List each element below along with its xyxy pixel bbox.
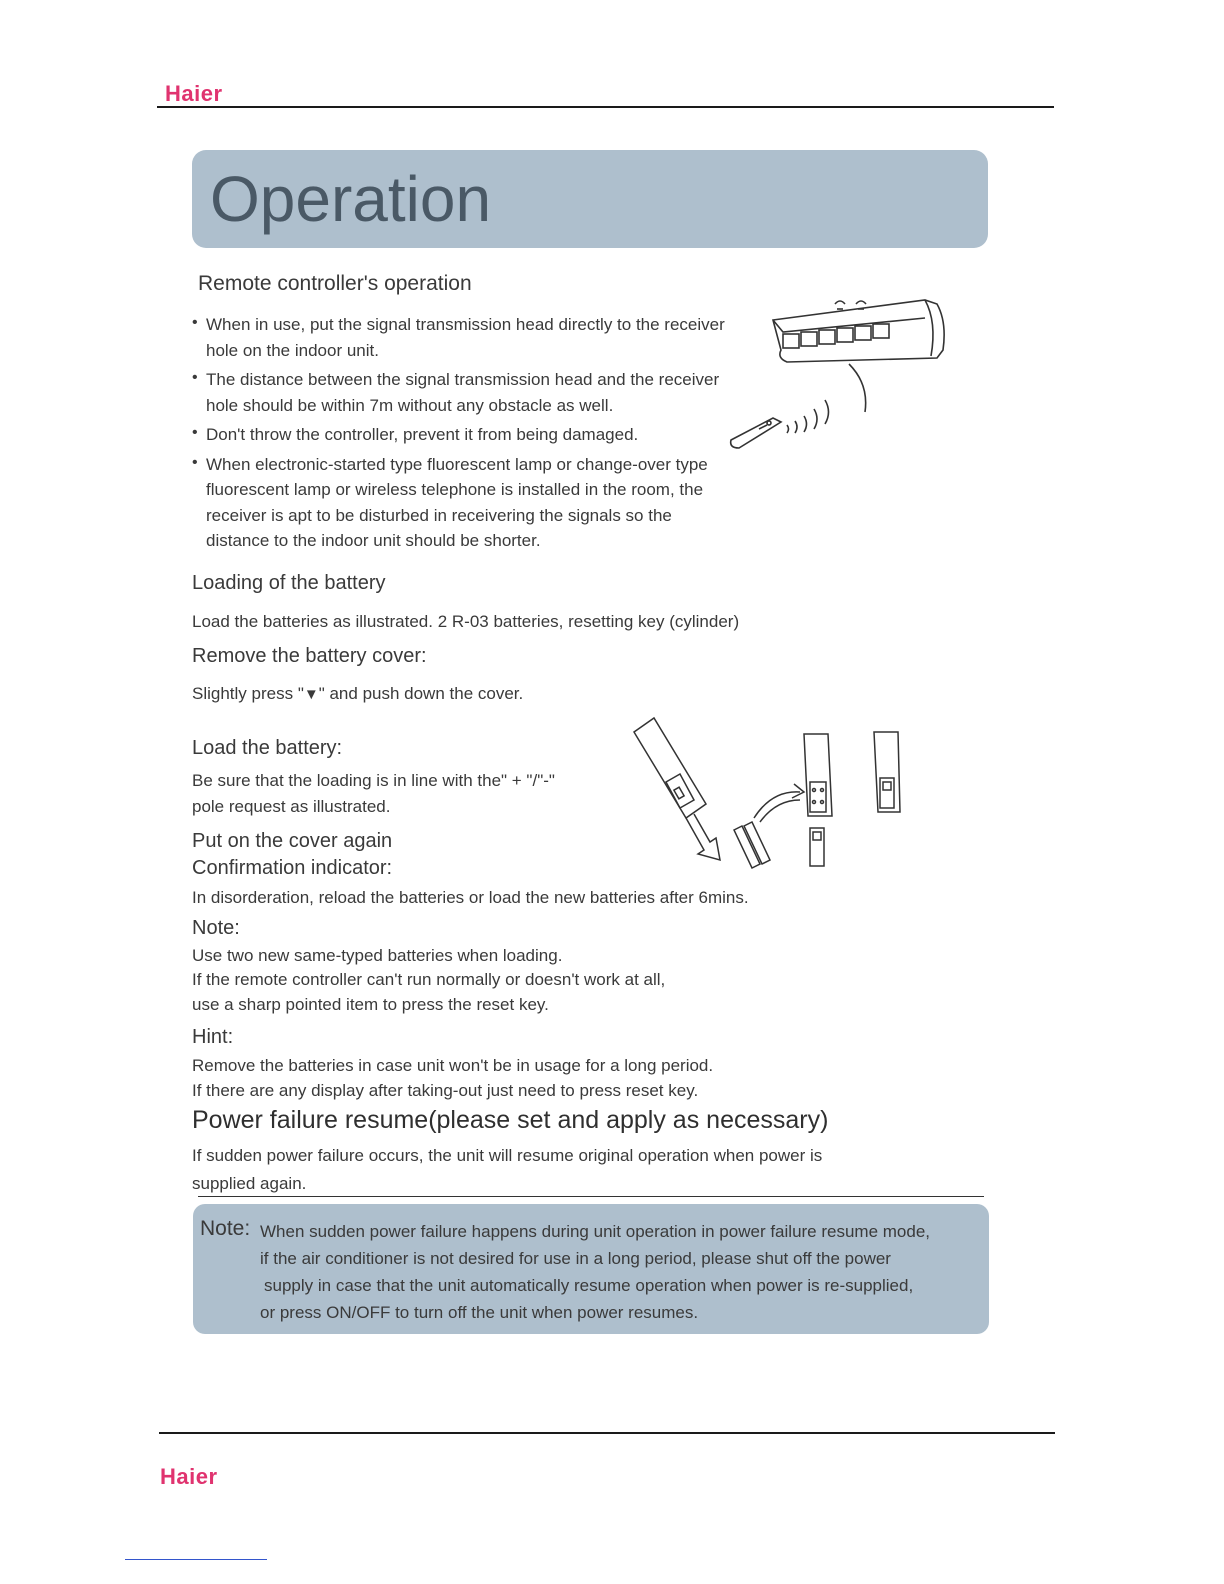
load-battery-text-2: pole request as illustrated. xyxy=(192,797,391,816)
battery-intro: Load the batteries as illustrated. 2 R-03 batteries, resetting key (cylinder) xyxy=(192,612,740,631)
down-triangle-icon: ▼ xyxy=(303,686,319,703)
note-box-line-2: if the air conditioner is not desired for use in a long period, please shut off the power xyxy=(260,1249,891,1268)
note-box-line-1: When sudden power failure happens during unit operation in power failure resume mode, xyxy=(260,1222,931,1241)
note-line-1: Use two new same-typed batteries when loading. xyxy=(192,946,563,965)
hint-heading: Hint: xyxy=(192,1026,234,1048)
load-battery-text-1: Be sure that the loading is in line with the" + "/"-" xyxy=(192,771,555,790)
battery-loading-illustration xyxy=(628,712,938,872)
hint-line-1: Remove the batteries in case unit won't be in usage for a long period. xyxy=(192,1056,714,1075)
remove-cover-text xyxy=(192,681,523,707)
battery-heading: Loading of the battery xyxy=(192,572,386,594)
power-failure-text-1: If sudden power failure occurs, the unit will resume original operation when power is xyxy=(192,1146,823,1165)
power-failure-text-2: supplied again. xyxy=(192,1174,307,1193)
note-box-label: Note: xyxy=(200,1217,251,1240)
remote-bullet-list xyxy=(192,312,732,558)
footer-brand-logo: Haier xyxy=(160,1464,218,1489)
page-title: Operation xyxy=(210,163,492,235)
note-line-3: use a sharp pointed item to press the reset key. xyxy=(192,995,549,1014)
confirmation-text: In disorderation, reload the batteries or load the new batteries after 6mins. xyxy=(192,888,749,907)
footer-rule xyxy=(159,1432,1055,1434)
note-box-line-3: supply in case that the unit automatically resume operation when power is re-supplied, xyxy=(264,1276,914,1295)
remove-cover-heading: Remove the battery cover: xyxy=(192,645,427,667)
remote-bullet-2: • The distance between the signal transmission head and the receiver hole should be within 7m without any obstacle as well. xyxy=(192,367,732,418)
confirmation-heading: Confirmation indicator: xyxy=(192,857,393,879)
indoor-unit-remote-illustration xyxy=(725,292,955,457)
remote-bullet-1: • When in use, put the signal transmission head directly to the receiver hole on the indoor unit. xyxy=(192,312,732,363)
note-box-line-4: or press ON/OFF to turn off the unit when power resumes. xyxy=(260,1303,699,1322)
cover-again-heading: Put on the cover again xyxy=(192,830,393,852)
power-failure-heading: Power failure resume(please set and apply as necessary) xyxy=(192,1106,829,1134)
header-brand-logo: Haier xyxy=(165,81,223,106)
remote-bullet-4: • When electronic-started type fluorescent lamp or change-over type fluorescent lamp or wireless telephone is installed in the room, the receiver is apt to be disturbed in receivering the signals so the distance to the indoor unit should be shorter. xyxy=(192,452,732,554)
section-divider xyxy=(198,1196,984,1197)
note-line-2: If the remote controller can't run normally or doesn't work at all, xyxy=(192,970,666,989)
note-heading: Note: xyxy=(192,917,240,939)
remote-heading: Remote controller's operation xyxy=(198,272,472,295)
hint-line-2: If there are any display after taking-out just need to press reset key. xyxy=(192,1081,699,1100)
remove-cover-text-b: " and push down the cover. xyxy=(318,684,524,703)
footer-link-underline xyxy=(125,1559,267,1560)
remove-cover-text-a: Slightly press " xyxy=(192,684,304,703)
remote-bullet-3: • Don't throw the controller, prevent it from being damaged. xyxy=(192,422,732,448)
load-battery-heading: Load the battery: xyxy=(192,737,343,759)
header-rule xyxy=(157,106,1054,108)
